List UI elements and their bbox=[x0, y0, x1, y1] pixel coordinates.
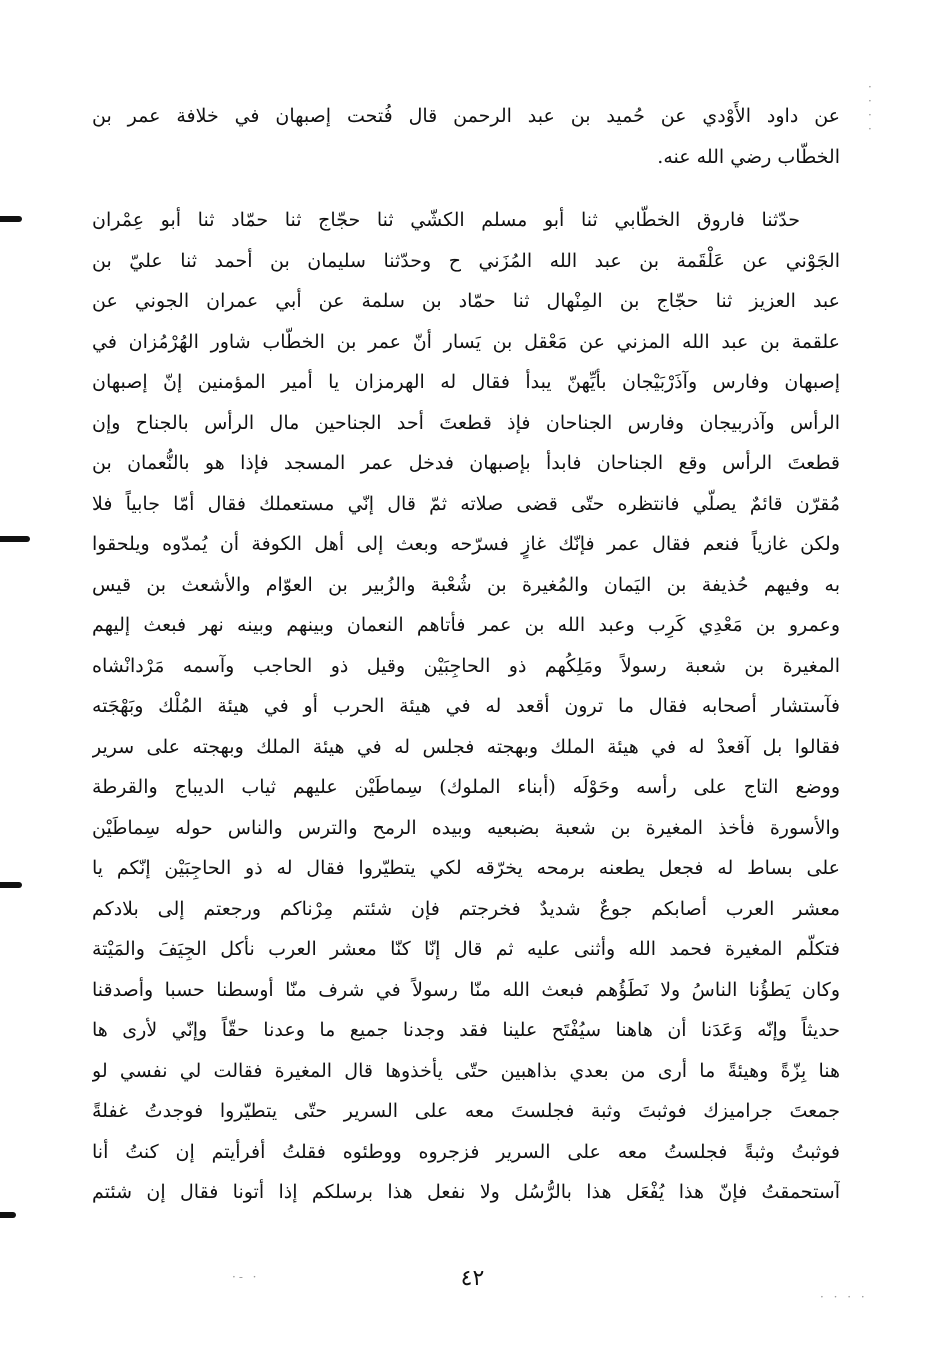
page-number: ٤٢ bbox=[460, 1266, 485, 1291]
text-line: وكان يَطؤُنا الناسُ ولا نَطَؤُهم فبعث الله منّا رسولاً في شرف منّا أوسطنا حسبا وأصدقنا bbox=[92, 978, 840, 1001]
text-line: فآستشار أصحابه فقال ما ترون أقعد له في هيئة الحرب أو في هيئة المُلْك وبَهْجَته bbox=[92, 695, 840, 717]
scan-edge-mark bbox=[0, 1212, 16, 1218]
text-line: ولكن غازياً فنعم فقال عمر فإنّك غازٍ فسرّحه وبعث إلى أهل الكوفة أن يُمدّوه ويلحقوا bbox=[92, 533, 840, 555]
scan-edge-mark bbox=[0, 882, 22, 888]
text-line: وعمرو بن مَعْدِي كَرِب وعبد الله بن عمر فأتاهم النعمان وبينهم وبينه نهر فبعث إليهم bbox=[92, 614, 840, 636]
text-line: آستحمقتُ فإنّ هذا يُفْعَل هذا بالرُّسُل ولا نفعل هذا برسلكم إذا أتونا فقال إن شئتم bbox=[92, 1181, 840, 1203]
text-line: به وفيهم حُذيفة بن اليَمان والمُغيرة بن شُعْبة والزُبير بن العوّام والأشعث بن قيس bbox=[92, 573, 840, 596]
text-line: علقمة بن عبد الله المزني عن مَعْقل بن يَسار أنّ عمر بن الخطّاب شاور الهُرْمُزان في bbox=[92, 330, 840, 353]
text-line: فوثبتُ وثبةً فجلستُ معه على السرير فزجروه ووطئوه فقلتُ أفرأيتم إن كنتُ أنا bbox=[92, 1140, 840, 1163]
text-line: والأسورة فأخذ المغيرة بن شعبة بضبعيه وبيده الرمح والترس والناس حوله سِماطَيْن bbox=[92, 816, 840, 839]
text-line: عن داود الأَوْدي عن حُميد بن عبد الرحمن قال فُتحت إصبهان في خلافة عمر بن bbox=[92, 105, 840, 127]
text-line: معشر العرب أصابكم جوعٌ شديدٌ فخرجتم فإن شئتم مِرْناكم ورجعتم إلى بلادكم bbox=[92, 897, 840, 920]
text-line: فقالوا بل آقعدْ له في هيئة الملك وبهجته فجلس له في هيئة الملك وبهجته على سرير bbox=[92, 735, 840, 758]
paragraph-2 bbox=[92, 200, 840, 1213]
text-line: المغيرة بن شعبة رسولاً ومَلِكُهم ذو الحاجِبَيْن وقيل ذو الحاجب وآسمه مَرْدانْشاه bbox=[92, 654, 840, 677]
text-line: الرأس وآذربيجان وفارس الجناحان فإذ قطعتَ أحد الجناحين مال الرأس بالجناح وإن bbox=[92, 411, 840, 434]
text-line: الجَوْني عن عَلْقَمة بن عبد الله المُزَني ح وحدّثنا سليمان بن أحمد ثنا عليّ بن bbox=[92, 249, 840, 272]
text-line: فتكلّم المغيرة فحمد الله وأثنى عليه ثم قال إنّا كنّا معشر العرب نأكل الجِيَفَ والمَيْتة bbox=[92, 938, 840, 960]
text-line: جمعتَ جراميزك فوثبتَ وثبة فجلستَ معه على السرير حتّى يتطيّروا فوجدتُ غفلةً bbox=[92, 1100, 840, 1122]
scan-noise: ·- · bbox=[232, 1270, 260, 1284]
text-line: إصبهان وفارس وآذَرْبَيْجان بأيِّهنّ يبدأ فقال له الهرمزان يا أمير المؤمنين إنّ إصبهان bbox=[92, 371, 840, 393]
scan-noise: · · · · bbox=[868, 80, 872, 136]
scan-noise: · · · · bbox=[820, 1290, 868, 1304]
text-line: حديثاً وإنّه وَعَدَنا أن هاهنا سيُفْتَح علينا فقد وجدنا جميع ما وعدنا حقّاً وإنّي لأرى ها bbox=[92, 1019, 840, 1041]
text-line: ووضع التاج على رأسه وحَوْلَه (أبناء الملوك) سِماطَيْن عليهم ثياب الديباج والقرطة bbox=[92, 776, 840, 798]
text-line: مُقرّن قائمٌ يصلّي فانتظره حتّى قضى صلاته ثمّ قال إنّي مستعملك فقال أمّا جابياً فلا bbox=[92, 492, 840, 515]
text-line: عبد العزيز ثنا حجّاج بن المِنْهال ثنا حمّاد بن سلمة عن أبي عمران الجوني عن bbox=[92, 290, 840, 312]
paragraph-1 bbox=[92, 96, 840, 177]
scan-edge-mark bbox=[0, 536, 30, 542]
text-line: حدّثنا فاروق الخطّابي ثنا أبو مسلم الكشّي ثنا حجّاج ثنا حمّاد ثنا أبو عِمْران bbox=[92, 209, 800, 231]
text-line: قطعتَ الرأس وقع الجناحان فابدأ بإصبهان فدخل عمر المسجد فإذا هو بالنُّعمان بن bbox=[92, 452, 840, 474]
text-line: الخطّاب رضي الله عنه. bbox=[657, 145, 840, 168]
text-line: على بساط له فجعل يطعنه برمحه يخرّقه لكي يتطيّروا فقال له ذو الحاجِبَيْن إنّكم يا bbox=[92, 857, 840, 879]
scan-edge-mark bbox=[0, 216, 22, 222]
text-line: هنا بِزّةً وهيئةً ما أرى من بعدي بذاهبين حتّى يأخذوها قال المغيرة فقالت لي نفسي لو bbox=[92, 1059, 840, 1082]
